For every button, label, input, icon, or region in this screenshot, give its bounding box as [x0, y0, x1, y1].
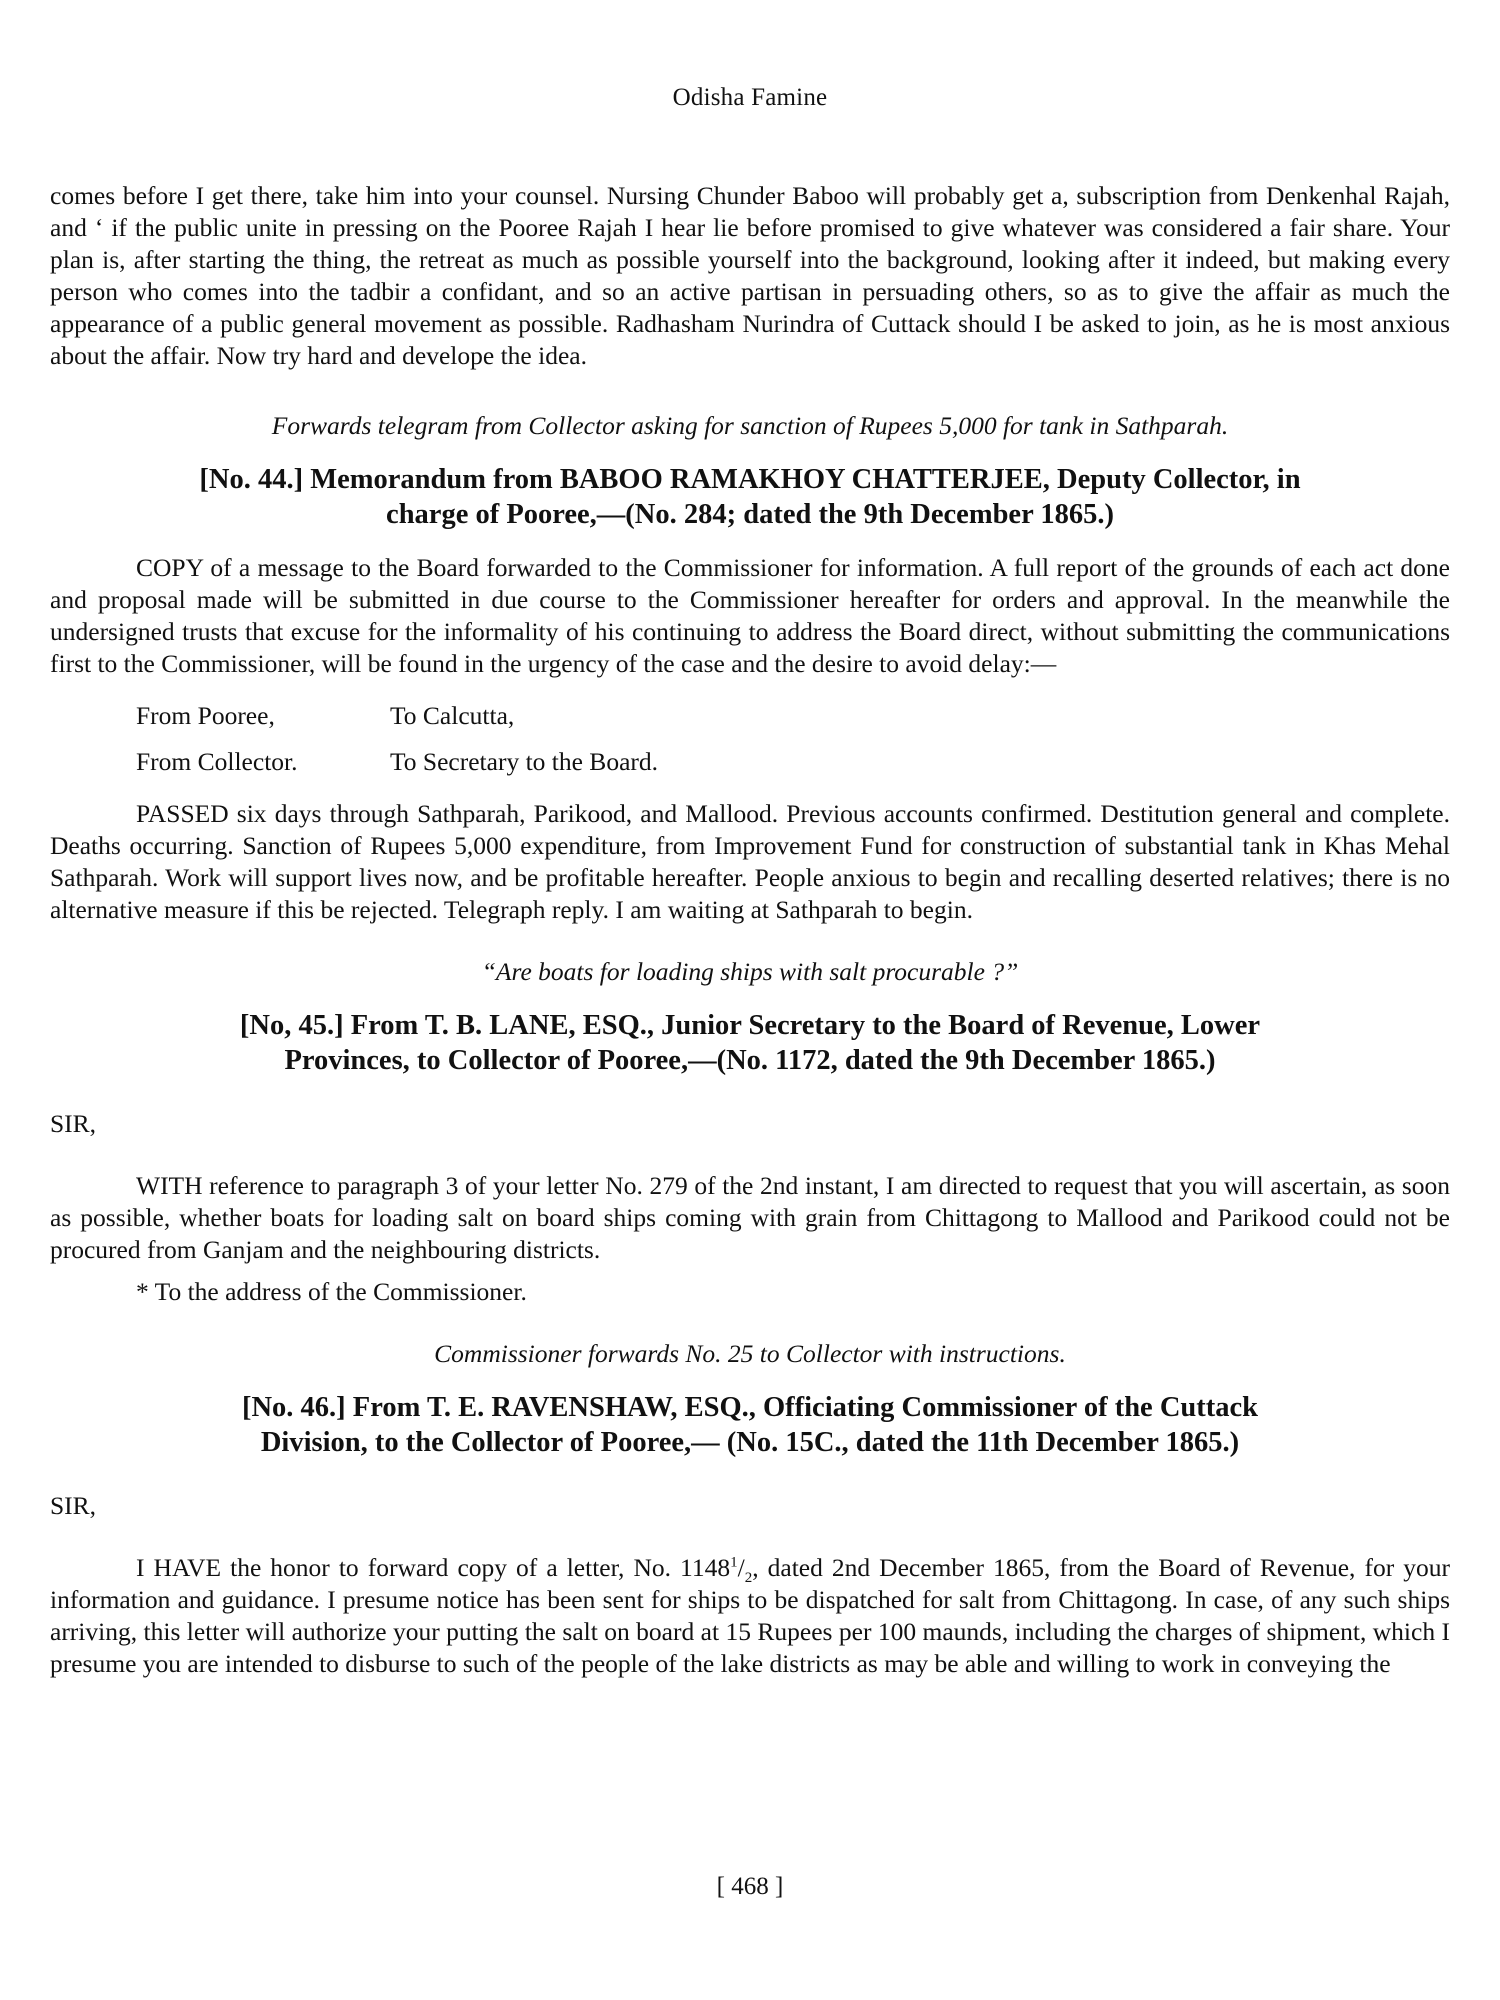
page-number: [ 468 ] [716, 1873, 784, 1900]
section44-heading [50, 462, 1450, 532]
section44-heading-line1: [No. 44.] Memorandum from BABOO RAMAKHOY CHATTERJEE, Deputy Collector, in [199, 464, 1301, 495]
section46-heading-line1: [No. 46.] From T. E. RAVENSHAW, ESQ., Officiating Commissioner of the Cuttack [241, 1392, 1258, 1423]
section46-heading-line2: Division, to the Collector of Pooree,— (No. 15C., dated the 11th December 1865.) [260, 1427, 1240, 1458]
fraction-denominator: 2 [744, 1570, 753, 1587]
section46-body-part1: I HAVE the honor to forward copy of a letter, No. 1148 [136, 1553, 731, 1582]
section45-heading-line2: Provinces, to Collector of Pooree,—(No. 1172, dated the 9th December 1865.) [284, 1045, 1216, 1076]
running-header: Odisha Famine [672, 84, 828, 111]
section44-body1: COPY of a message to the Board forwarded to the Commissioner for information. A full report of the grounds of each act done and proposal made will be submitted in due course to the Commissioner hereafter for orders and approval. In the meanwhile the undersigned trusts that excuse for the informality of his continuing to address the Board direct, without submitting the communications first to the Commissioner, will be found in the urgency of the case and the desire to avoid delay:— [50, 553, 1450, 678]
intro-paragraph: comes before I get there, take him into your counsel. Nursing Chunder Baboo will probably get a, subscription from Denkenhal Rajah, and ‘ if the public unite in pressing on the Pooree Rajah I hear lie before promised to give whatever was considered a fair share. Your plan is, after starting the thing, the retreat as much as possible yourself into the background, looking after it indeed, but making every person who comes into the tadbir a confidant, and so an active partisan in persuading others, so as to give the affair as much the appearance of a public general movement as possible. Radhasham Nurindra of Cuttack should I be asked to join, as he is most anxious about the affair. Now try hard and develope the idea. [50, 181, 1450, 370]
section44-route-2 [50, 746, 1450, 778]
section44-body2: PASSED six days through Sathparah, Parikood, and Mallood. Previous accounts confirmed. Destitution general and complete. Deaths occurring. Sanction of Rupees 5,000 expenditure, from Improvement Fund for construction of substantial tank in Khas Mehal Sathparah. Work will support lives now, and be profitable hereafter. People anxious to begin and recalling deserted relatives; there is no alternative measure if this be rejected. Telegraph reply. I am waiting at Sathparah to begin. [50, 799, 1450, 924]
section46-body: I HAVE the honor to forward copy of a letter, No. $1148^1/_2$, dated 2nd December 1865, from the Board of Revenue, for your information and guidance. I presume notice has been sent for ships to be dispatched for salt from Chittagong. In case, of any such ships arriving, this letter will authorize your putting the salt on board at 15 Rupees per 100 maunds, including the charges of shipment, which I presume you are intended to disburse to such of the people of the lake districts as may be able and willing to work in conveying the [50, 1553, 1450, 1678]
route1-to: To Calcutta, [390, 701, 515, 730]
section45-heading [50, 1008, 1450, 1078]
section45-caption: “Are boats for loading ships with salt procurable ?” [481, 957, 1019, 986]
section44-caption: Forwards telegram from Collector asking for sanction of Rupees 5,000 for tank in Sathparah. [271, 411, 1229, 440]
page-content [50, 180, 1450, 1680]
section44-heading-line2: charge of Pooree,—(No. 284; dated the 9th December 1865.) [386, 499, 1114, 530]
section44-route-1 [50, 700, 1450, 732]
section45-footnote: * To the address of the Commissioner. [136, 1277, 527, 1306]
section46-body-part2: , dated 2nd December 1865, from the Board of Revenue, for your information and guidance. I presume notice has been sent for ships to be dispatched for salt from Chittagong. In case, of any such ships arriving, this letter will authorize your putting the salt on board at 15 Rupees per 100 maunds, including the charges of shipment, which I presume you are intended to disburse to such of the people of the lake districts as may be able and willing to work in conveying the [50, 1553, 1450, 1678]
route1-from: From Pooree, [136, 701, 275, 730]
section46-heading [50, 1390, 1450, 1460]
fraction-numerator: 1 [730, 1554, 738, 1571]
route2-to: To Secretary to the Board. [390, 747, 658, 776]
route2-from: From Collector. [136, 747, 298, 776]
section46-caption: Commissioner forwards No. 25 to Collector with instructions. [434, 1339, 1066, 1368]
section45-body: WITH reference to paragraph 3 of your letter No. 279 of the 2nd instant, I am directed to request that you will ascertain, as soon as possible, whether boats for loading salt on board ships coming with grain from Chittagong to Mallood and Parikood could not be procured from Ganjam and the neighbouring districts. [50, 1171, 1450, 1264]
section45-heading-line1: [No, 45.] From T. B. LANE, ESQ., Junior Secretary to the Board of Revenue, Lower [239, 1010, 1261, 1041]
section46-salutation: SIR, [50, 1491, 97, 1520]
section45-salutation: SIR, [50, 1109, 97, 1138]
